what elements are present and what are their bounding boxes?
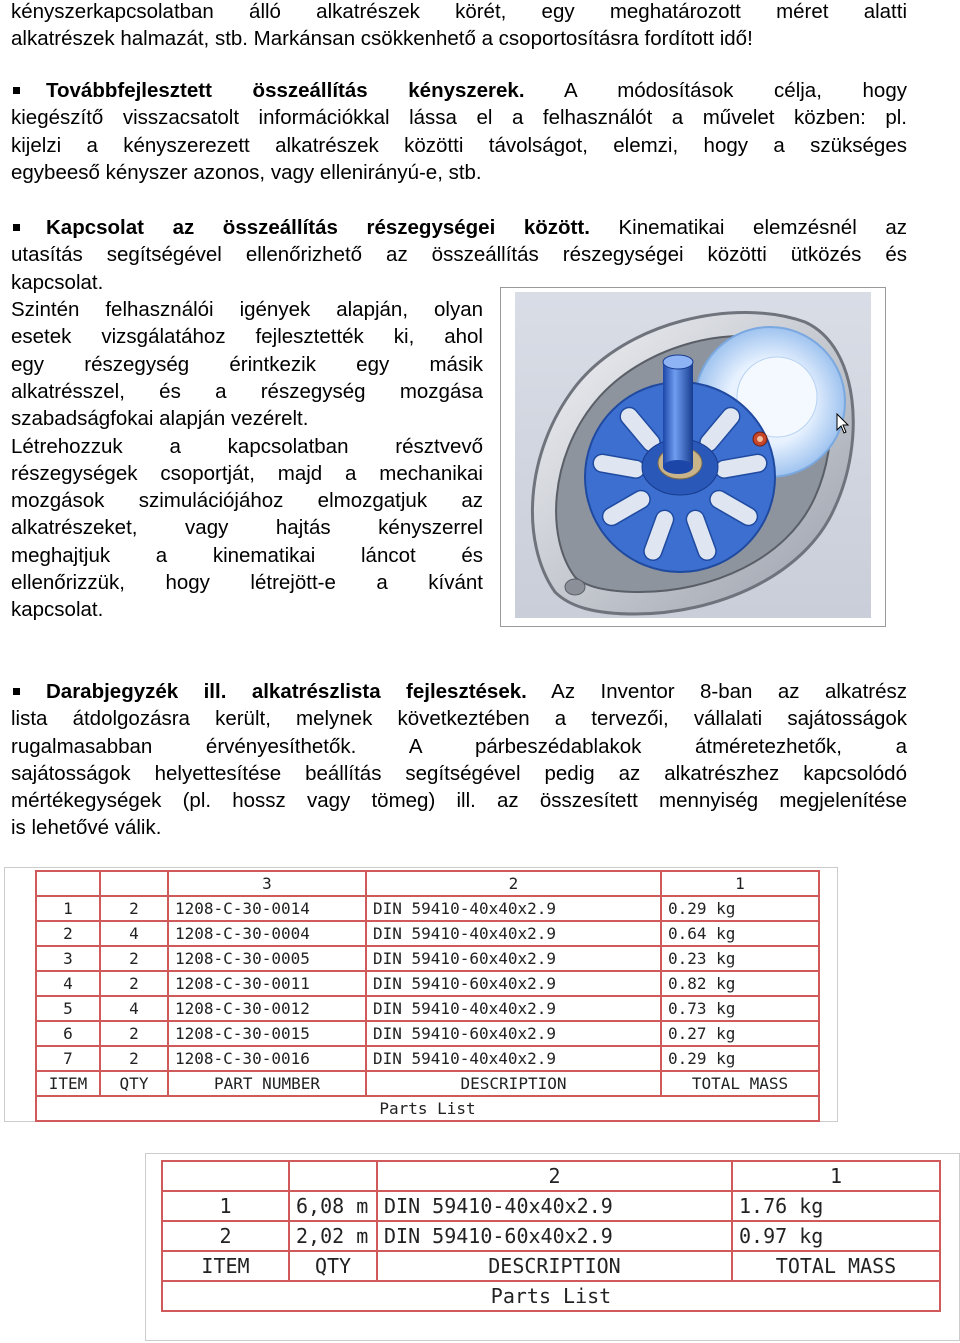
item-cell: 1: [36, 896, 100, 921]
description-cell: DIN 59410-40x40x2.9: [377, 1191, 732, 1221]
part-number-cell: 1208-C-30-0004: [168, 921, 366, 946]
side-text-line: meghajtjuk a kinematikai láncot és: [11, 543, 483, 567]
paragraph-line: kapcsolat.: [11, 271, 104, 294]
part-number-cell: 1208-C-30-0016: [168, 1046, 366, 1071]
qty-cell: 4: [100, 996, 168, 1021]
table-cell: [36, 871, 100, 896]
side-text-line: alkatrészeket, vagy hajtás kényszerrel: [11, 516, 483, 540]
mass-cell: 0.82 kg: [661, 971, 819, 996]
assembly-figure: [500, 287, 886, 627]
table-row: [36, 971, 819, 996]
description-cell: DIN 59410-40x40x2.9: [366, 921, 661, 946]
mass-cell: 0.64 kg: [661, 921, 819, 946]
table-row: [162, 1221, 940, 1251]
qty-cell: 2: [100, 1021, 168, 1046]
bullet-heading-line: [46, 77, 907, 105]
bullet-icon: [13, 87, 20, 94]
paragraph-line: sajátosságok helyettesítése beállítás segítségével pedig az alkatrészhez kapcsolódó: [11, 762, 907, 785]
mass-cell: 0.29 kg: [661, 896, 819, 921]
paragraph-line: utasítás segítségével ellenőrizhető az összeállítás részegységei közötti ütközés és: [11, 243, 907, 266]
part-number-cell: 1208-C-30-0012: [168, 996, 366, 1021]
header-qty: QTY: [100, 1071, 168, 1096]
paragraph-line: kijelzi a kényszerezett alkatrészek közötti távolságot, elemzi, hogy a szükséges: [11, 134, 907, 157]
paragraph-line: kiegészítő visszacsatolt információkkal lássa el a felhasználót a művelet közben: pl.: [11, 106, 907, 129]
parts-list-1: [35, 870, 820, 1122]
mass-cell: 0.29 kg: [661, 1046, 819, 1071]
item-cell: 3: [36, 946, 100, 971]
column-number-row: [36, 871, 819, 896]
table-cell: [100, 871, 168, 896]
item-cell: 4: [36, 971, 100, 996]
side-text-line: ellenőrizzük, hogy létrejött-e a kívánt: [11, 571, 483, 594]
header-item: ITEM: [36, 1071, 100, 1096]
description-cell: DIN 59410-40x40x2.9: [366, 996, 661, 1021]
table-row: [36, 921, 819, 946]
bullet-title: Darabjegyzék ill. alkatrészlista fejlesztések.: [46, 680, 527, 703]
mass-cell: 0.73 kg: [661, 996, 819, 1021]
description-cell: DIN 59410-60x40x2.9: [366, 1021, 661, 1046]
description-cell: DIN 59410-40x40x2.9: [366, 896, 661, 921]
column-number: 2: [366, 871, 661, 896]
parts-list-title: Parts List: [162, 1281, 940, 1311]
description-cell: DIN 59410-40x40x2.9: [366, 1046, 661, 1071]
table-row: [162, 1191, 940, 1221]
part-number-cell: 1208-C-30-0011: [168, 971, 366, 996]
table-cell: [162, 1161, 289, 1191]
parts-list-table-2: [145, 1153, 960, 1341]
bullet-text: A módosítások célja, hogy: [564, 79, 907, 102]
header-item: ITEM: [162, 1251, 289, 1281]
item-cell: 1: [162, 1191, 289, 1221]
title-row: [36, 1096, 819, 1121]
table-cell: [289, 1161, 377, 1191]
side-text-line: esetek vizsgálatához fejlesztették ki, ahol: [11, 325, 483, 349]
bullet-heading-line: [46, 678, 907, 706]
bullet-title: Továbbfejlesztett összeállítás kényszerek.: [46, 79, 525, 102]
description-cell: DIN 59410-60x40x2.9: [377, 1221, 732, 1251]
mass-cell: 1.76 kg: [732, 1191, 940, 1221]
item-cell: 2: [36, 921, 100, 946]
parts-list-title: Parts List: [36, 1096, 819, 1121]
mass-cell: 0.23 kg: [661, 946, 819, 971]
part-number-cell: 1208-C-30-0005: [168, 946, 366, 971]
description-cell: DIN 59410-60x40x2.9: [366, 946, 661, 971]
table-row: [36, 996, 819, 1021]
header-row: [162, 1251, 940, 1281]
item-cell: 7: [36, 1046, 100, 1071]
paragraph-line: mértékegységek (pl. hossz vagy tömeg) ill. az összesített mennyiség megjelenítése: [11, 789, 907, 812]
column-number-row: [162, 1161, 940, 1191]
header-description: DESCRIPTION: [377, 1251, 732, 1281]
item-cell: 6: [36, 1021, 100, 1046]
side-text-line: Létrehozzuk a kapcsolatban résztvevő: [11, 434, 483, 458]
parts-list-2: [161, 1160, 941, 1312]
table-row: [36, 896, 819, 921]
side-text-line: alkatrésszel, és a részegység mozgása: [11, 379, 483, 403]
paragraph-line: is lehetővé válik.: [11, 816, 162, 839]
item-cell: 2: [162, 1221, 289, 1251]
bullet-icon: [13, 224, 20, 231]
qty-cell: 2: [100, 1046, 168, 1071]
side-text-line: Szintén felhasználói igények alapján, olyan: [11, 298, 483, 321]
table-row: [36, 1046, 819, 1071]
paragraph-line: alkatrészek halmazát, stb. Markánsan csökkenhető a csoportosításra fordított idő!: [11, 27, 753, 50]
column-number: 3: [168, 871, 366, 896]
table-row: [36, 946, 819, 971]
qty-cell: 6,08 m: [289, 1191, 377, 1221]
paragraph-line: rugalmasabban érvényesíthetők. A párbeszédablakok átméretezhetők, a: [11, 735, 907, 758]
paragraph-line: lista átdolgozásra került, melynek következtében a tervezői, vállalati sajátosságok: [11, 707, 907, 730]
part-number-cell: 1208-C-30-0014: [168, 896, 366, 921]
bullet-icon: [13, 688, 20, 695]
bullet-text: Az Inventor 8-ban az alkatrész: [551, 680, 907, 703]
side-text-line: egy részegység érintkezik egy másik: [11, 352, 483, 376]
column-number: 2: [377, 1161, 732, 1191]
column-number: 1: [661, 871, 819, 896]
header-part-number: PART NUMBER: [168, 1071, 366, 1096]
title-row: [162, 1281, 940, 1311]
gearbox-illustration: [515, 292, 871, 618]
side-text-line: kapcsolat.: [11, 598, 104, 622]
bullet-title: Kapcsolat az összeállítás részegységei között.: [46, 216, 590, 239]
qty-cell: 2: [100, 896, 168, 921]
description-cell: DIN 59410-60x40x2.9: [366, 971, 661, 996]
qty-cell: 4: [100, 921, 168, 946]
header-qty: QTY: [289, 1251, 377, 1281]
paragraph-line: kényszerkapcsolatban álló alkatrészek körét, egy meghatározott méret alatti: [11, 0, 907, 23]
column-number: 1: [732, 1161, 940, 1191]
header-description: DESCRIPTION: [366, 1071, 661, 1096]
header-row: [36, 1071, 819, 1096]
item-cell: 5: [36, 996, 100, 1021]
table-row: [36, 1021, 819, 1046]
mass-cell: 0.27 kg: [661, 1021, 819, 1046]
qty-cell: 2: [100, 946, 168, 971]
qty-cell: 2: [100, 971, 168, 996]
paragraph-line: egybeeső kényszer azonos, vagy ellenirányú-e, stb.: [11, 161, 482, 184]
side-text-line: részegységek csoportját, majd a mechanikai: [11, 461, 483, 485]
header-total-mass: TOTAL MASS: [732, 1251, 940, 1281]
qty-cell: 2,02 m: [289, 1221, 377, 1251]
header-total-mass: TOTAL MASS: [661, 1071, 819, 1096]
mass-cell: 0.97 kg: [732, 1221, 940, 1251]
bullet-text: Kinematikai elemzésnél az: [618, 216, 907, 239]
part-number-cell: 1208-C-30-0015: [168, 1021, 366, 1046]
side-text-line: szabadságfokai alapján vezérelt.: [11, 407, 309, 431]
parts-list-table-1: [4, 867, 838, 1122]
shaft-shape: [663, 362, 693, 467]
bullet-heading-line: [46, 214, 907, 242]
side-text-line: mozgások szimulációjához elmozgatjuk az: [11, 489, 483, 513]
